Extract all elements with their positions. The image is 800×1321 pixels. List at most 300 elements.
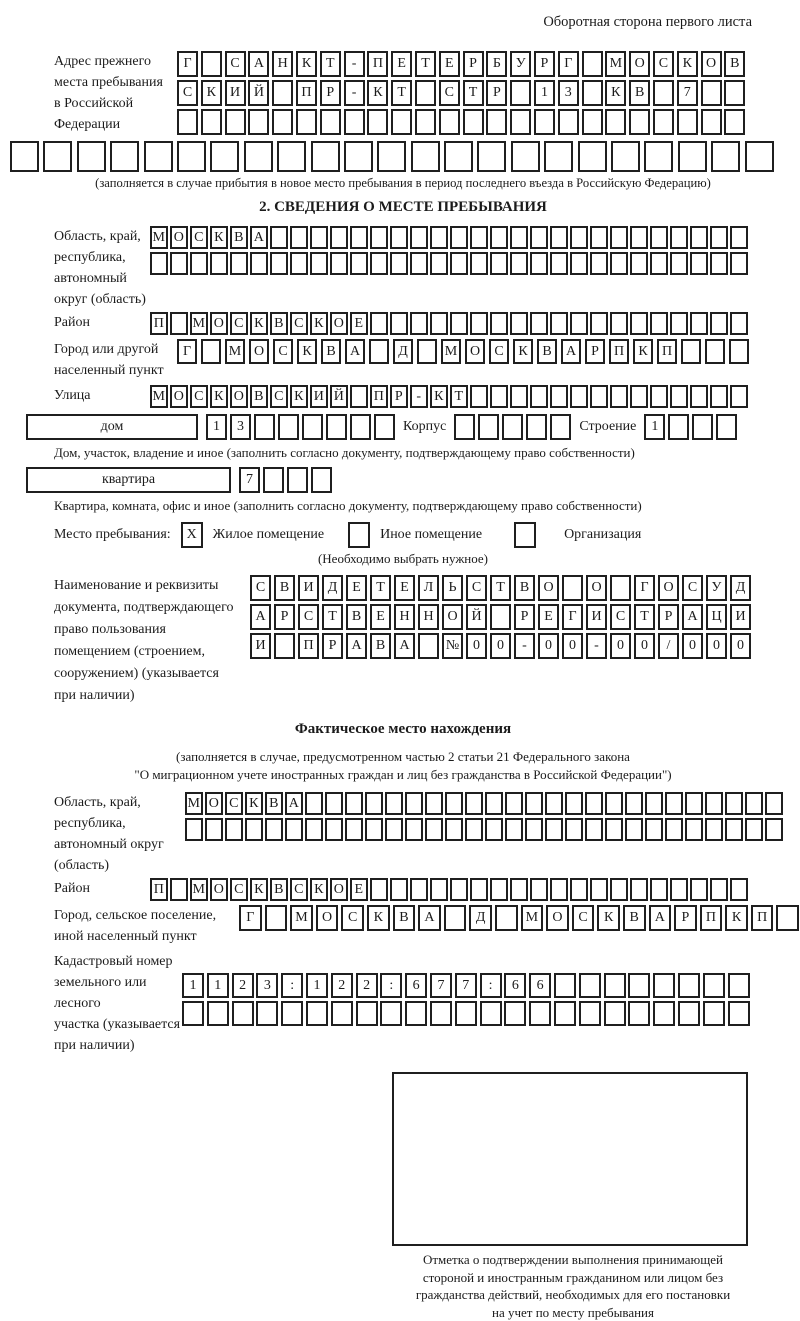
char-cell [550,252,568,275]
char-cell: О [210,312,228,335]
char-cell [390,226,408,249]
char-cell [510,385,528,408]
char-cell [610,312,628,335]
char-cell [529,1001,551,1026]
char-cell: Т [634,604,655,630]
char-cell [650,385,668,408]
actual-location-title: Фактическое место нахождения [54,721,752,738]
char-cell: С [572,905,595,931]
char-cell [490,878,508,901]
char-cell: А [682,604,703,630]
char-cell [390,878,408,901]
actual-city-boxes [239,905,799,931]
actual-region-box-rows [185,792,783,841]
label-line: земельного или лесного [54,972,182,1014]
char-cell [565,792,583,815]
char-cell: 6 [529,973,551,998]
char-cell [344,109,365,135]
char-cell: 1 [207,973,229,998]
char-cell [10,141,39,172]
char-cell [505,818,523,841]
char-cell: Т [463,80,484,106]
char-cell [650,252,668,275]
char-cell [605,109,626,135]
char-cell: А [250,226,268,249]
house-caption: Дом, участок, владение и иное (заполнить согласно документу, подтверждающему право собственности) [54,445,752,461]
label-line: стороной и иностранным гражданином или лицом без [374,1269,772,1287]
char-cell: А [248,51,269,77]
char-cell: М [150,226,168,249]
char-cell: М [605,51,626,77]
apartment-row [26,467,752,493]
char-cell [677,109,698,135]
char-cell: К [605,80,626,106]
char-cell: 0 [490,633,511,659]
char-cell [701,80,722,106]
prev-address-label [54,51,177,135]
stay-type-checkbox-organization [514,522,536,548]
char-cell: 0 [682,633,703,659]
char-cell [605,792,623,815]
char-cell [544,141,573,172]
char-cell [390,312,408,335]
char-cell: Е [439,51,460,77]
label-line: Город или другой [54,339,177,360]
char-cell: К [633,339,653,364]
char-cell [628,973,650,998]
char-cell: 1 [644,414,665,440]
label-line: участка (указывается [54,1014,182,1035]
char-cell [170,878,188,901]
label-line: округ (область) [54,289,150,310]
char-cell: Т [370,575,391,601]
cadastral-row-2 [182,1001,750,1026]
char-cell [415,80,436,106]
char-cell [653,1001,675,1026]
char-cell [585,818,603,841]
char-cell [450,252,468,275]
label-line: (заполняется в случае, предусмотренном частью 2 статьи 21 Федерального закона [54,748,752,766]
char-cell [550,414,571,440]
char-cell: Е [394,575,415,601]
char-cell [465,792,483,815]
char-cell [505,792,523,815]
char-cell: И [310,385,328,408]
char-cell [585,792,603,815]
char-cell: У [510,51,531,77]
char-cell [210,141,239,172]
char-cell [705,339,725,364]
char-cell: К [367,905,390,931]
char-cell: Й [466,604,487,630]
cadastral-row [54,951,752,1056]
char-cell [320,109,341,135]
char-cell [463,109,484,135]
char-cell: С [610,604,631,630]
char-cell: Б [486,51,507,77]
char-cell: Г [558,51,579,77]
char-cell [110,141,139,172]
char-cell [670,252,688,275]
char-cell: С [177,80,198,106]
char-cell: Л [418,575,439,601]
char-cell [478,414,499,440]
char-cell: 3 [256,973,278,998]
label-line: республика, [54,813,185,834]
house-row [26,414,752,440]
char-cell [582,51,603,77]
char-cell: М [185,792,203,815]
char-cell [454,414,475,440]
stamp-area [392,1072,756,1321]
char-cell [550,878,568,901]
char-cell [350,414,371,440]
char-cell: С [290,312,308,335]
char-cell [570,226,588,249]
char-cell: К [367,80,388,106]
char-cell: Г [562,604,583,630]
char-cell [716,414,737,440]
char-cell [410,252,428,275]
char-cell: В [265,792,283,815]
char-cell: О [230,385,248,408]
char-cell [670,312,688,335]
prev-address-row-1 [177,51,745,77]
label-line: Область, край, [54,226,150,247]
char-cell [405,1001,427,1026]
char-cell: А [346,633,367,659]
stroenie-boxes [644,414,737,440]
char-cell [610,385,628,408]
char-cell [728,973,750,998]
char-cell [256,1001,278,1026]
char-cell: С [466,575,487,601]
region-row-2 [150,252,748,275]
char-cell [450,312,468,335]
char-cell: С [489,339,509,364]
label-line: Отметка о подтверждении выполнения принимающей [374,1251,772,1269]
char-cell: - [344,51,365,77]
char-cell [703,973,725,998]
char-cell [710,312,728,335]
label-line: сооружением) (указывается [54,663,250,685]
label-line: право пользования [54,619,250,641]
char-cell [745,792,763,815]
char-cell: В [321,339,341,364]
region-row-1 [150,226,748,249]
char-cell [690,226,708,249]
char-cell: Р [658,604,679,630]
char-cell: О [330,878,348,901]
char-cell: 0 [466,633,487,659]
prev-address-note: (заполняется в случае прибытия в новое место пребывания в период последнего въезда в Российскую Федерацию) [54,176,752,191]
actual-region-row-2 [185,818,783,841]
char-cell: М [225,339,245,364]
char-cell: И [250,633,271,659]
char-cell: - [410,385,428,408]
char-cell: И [586,604,607,630]
label-line: "О миграционном учете иностранных граждан и лиц без гражданства в Российской Федерации") [54,766,752,784]
char-cell [668,414,689,440]
char-cell [510,109,531,135]
char-cell [486,109,507,135]
char-cell [270,226,288,249]
char-cell [365,818,383,841]
apartment-type-box: квартира [26,467,231,493]
char-cell: К [210,226,228,249]
char-cell [490,604,511,630]
korpus-label: Корпус [403,414,446,440]
char-cell [681,339,701,364]
char-cell [470,252,488,275]
char-cell: 0 [562,633,583,659]
char-cell [250,252,268,275]
char-cell: С [225,51,246,77]
street-boxes [150,385,748,408]
char-cell [710,385,728,408]
char-cell [444,141,473,172]
char-cell [644,141,673,172]
stay-type-checkbox-other [348,522,370,548]
char-cell: С [190,226,208,249]
char-cell: 7 [430,973,452,998]
street-row [54,385,752,408]
label-line: (область) [54,855,185,876]
char-cell [650,312,668,335]
label-line: Кадастровый номер [54,951,182,972]
char-cell: А [649,905,672,931]
char-cell: М [190,312,208,335]
char-cell: Д [393,339,413,364]
char-cell: У [706,575,727,601]
char-cell: К [725,905,748,931]
char-cell [287,467,308,493]
char-cell: Р [585,339,605,364]
char-cell [390,252,408,275]
char-cell: / [658,633,679,659]
stay-type-option-organization: Организация [564,527,641,543]
char-cell [43,141,72,172]
char-cell: Е [370,604,391,630]
char-cell [311,467,332,493]
char-cell: С [190,385,208,408]
char-cell: В [629,80,650,106]
char-cell: О [586,575,607,601]
char-cell [367,109,388,135]
char-cell [430,878,448,901]
ownership-document-rows [250,575,751,659]
label-line: населенный пункт [54,360,177,381]
char-cell [710,226,728,249]
char-cell [690,385,708,408]
char-cell [326,414,347,440]
char-cell: Ь [442,575,463,601]
char-cell [650,226,668,249]
char-cell [530,878,548,901]
char-cell: О [701,51,722,77]
char-cell [370,878,388,901]
label-line: Федерации [54,114,177,135]
stay-type-label: Место пребывания: [54,527,171,543]
actual-location-note [54,748,752,784]
char-cell [345,792,363,815]
char-cell [678,1001,700,1026]
char-cell [417,339,437,364]
char-cell: В [230,226,248,249]
char-cell [590,878,608,901]
char-cell [470,312,488,335]
char-cell [502,414,523,440]
char-cell [730,878,748,901]
char-cell: С [682,575,703,601]
char-cell: О [210,878,228,901]
char-cell [470,385,488,408]
char-cell [685,818,703,841]
char-cell [345,818,363,841]
char-cell: В [724,51,745,77]
char-cell [411,141,440,172]
char-cell [765,792,783,815]
char-cell [690,252,708,275]
char-cell [405,792,423,815]
char-cell: С [439,80,460,106]
char-cell [705,792,723,815]
char-cell [272,80,293,106]
ownership-document-row-1 [250,575,751,601]
house-number-boxes [206,414,395,440]
char-cell: Й [330,385,348,408]
char-cell [724,109,745,135]
char-cell [310,252,328,275]
char-cell [410,878,428,901]
char-cell [465,818,483,841]
char-cell [650,878,668,901]
char-cell: 1 [534,80,555,106]
char-cell: Ц [706,604,727,630]
prev-address-row-3 [177,109,745,135]
char-cell [410,226,428,249]
char-cell: 6 [405,973,427,998]
char-cell [630,878,648,901]
cadastral-box-rows [182,973,750,1026]
char-cell [745,141,774,172]
char-cell [590,226,608,249]
char-cell: В [270,878,288,901]
char-cell: П [296,80,317,106]
actual-region-row [54,792,752,876]
char-cell [545,818,563,841]
city-label [54,339,177,381]
char-cell: А [345,339,365,364]
char-cell [525,792,543,815]
char-cell [302,414,323,440]
char-cell: 7 [455,973,477,998]
char-cell: Р [390,385,408,408]
actual-city-row [54,905,752,947]
char-cell: Н [394,604,415,630]
char-cell [510,878,528,901]
char-cell [77,141,106,172]
char-cell: К [296,51,317,77]
char-cell [305,818,323,841]
char-cell [730,385,748,408]
char-cell: К [310,312,328,335]
char-cell [311,141,340,172]
char-cell [628,1001,650,1026]
char-cell: М [441,339,461,364]
char-cell: П [298,633,319,659]
char-cell: И [298,575,319,601]
city-boxes [177,339,749,364]
char-cell: Т [322,604,343,630]
char-cell: М [190,878,208,901]
char-cell: П [367,51,388,77]
char-cell: О [658,575,679,601]
char-cell: Е [350,312,368,335]
char-cell [745,818,763,841]
char-cell [730,226,748,249]
house-type-box: дом [26,414,198,440]
char-cell [725,792,743,815]
char-cell [670,878,688,901]
char-cell [630,252,648,275]
char-cell: С [225,792,243,815]
char-cell: С [250,575,271,601]
city-row [54,339,752,381]
char-cell [310,226,328,249]
char-cell: В [623,905,646,931]
char-cell [545,792,563,815]
char-cell: Т [320,51,341,77]
char-cell: А [418,905,441,931]
char-cell [377,141,406,172]
char-cell: П [370,385,388,408]
char-cell [201,51,222,77]
district-boxes [150,312,748,335]
char-cell [690,878,708,901]
char-cell [374,414,395,440]
char-cell [670,226,688,249]
label-line: Город, сельское поселение, [54,905,239,926]
char-cell [625,792,643,815]
char-cell [205,818,223,841]
char-cell [625,818,643,841]
char-cell [170,312,188,335]
char-cell [281,1001,303,1026]
char-cell: Е [391,51,412,77]
char-cell [265,905,288,931]
char-cell: К [250,878,268,901]
char-cell [705,818,723,841]
char-cell [330,226,348,249]
stamp-caption [374,1251,772,1321]
char-cell: Р [514,604,535,630]
char-cell [306,1001,328,1026]
char-cell: - [514,633,535,659]
char-cell [565,818,583,841]
char-cell: Р [274,604,295,630]
korpus-boxes [454,414,571,440]
char-cell [445,818,463,841]
label-line: помещением (строением, [54,641,250,663]
char-cell: В [346,604,367,630]
char-cell [590,385,608,408]
char-cell: М [521,905,544,931]
char-cell [455,1001,477,1026]
char-cell: К [310,878,328,901]
char-cell: Р [674,905,697,931]
char-cell [579,973,601,998]
